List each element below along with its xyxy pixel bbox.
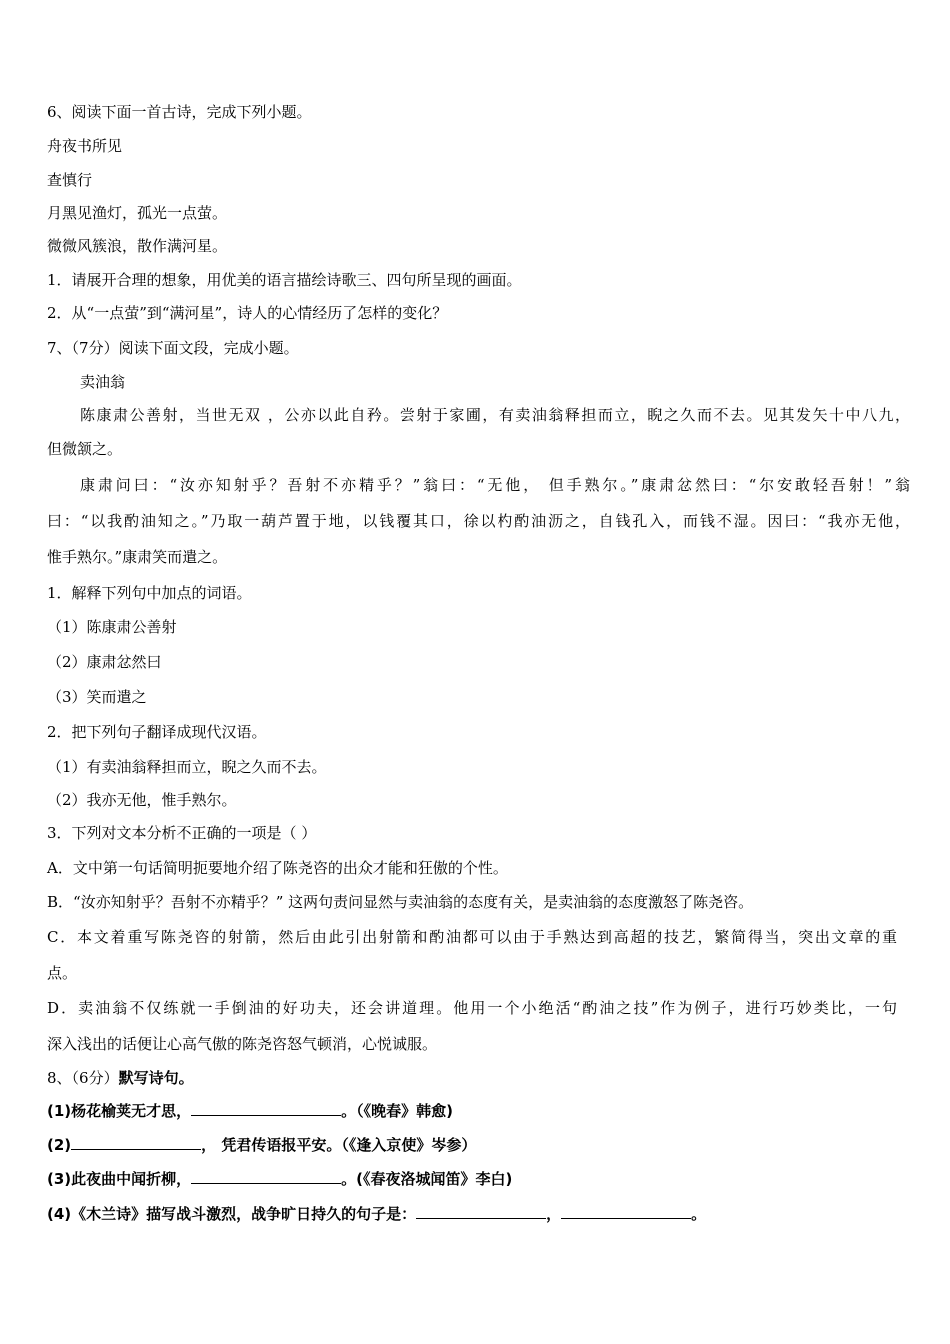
answer-blank[interactable] — [191, 1101, 341, 1116]
q8-item-4 — [47, 1204, 706, 1224]
q7-sub1-item: （1）陈康肃公善射 — [47, 618, 177, 636]
q8-item-1 — [47, 1101, 453, 1121]
q8-prompt — [47, 1068, 194, 1088]
q8-item-source: ， 凭君传语报平安。（《逢入京使》岑参） — [201, 1136, 477, 1154]
q8-item-2 — [47, 1135, 476, 1155]
option-b: B．“汝亦知射乎？吾射不亦精乎？” 这两句责问显然与卖油翁的态度有关，是卖油翁的态度激怒了陈尧咨。 — [47, 893, 754, 911]
poem-line: 微微风簇浪，散作满河星。 — [47, 237, 228, 255]
passage-line: 曰：“以我酌油知之。”乃取一葫芦置于地，以钱覆其口，徐以杓酌油沥之，自钱孔入，而钱不湿。因曰：“我亦无他， — [47, 512, 910, 530]
passage-line: 但微颔之。 — [47, 440, 123, 458]
q8-item-text: (2) — [47, 1136, 72, 1154]
q7-sub1-stem: 1．解释下列句中加点的词语。 — [47, 584, 252, 602]
q8-item-source: 。(《春夜洛城闻笛》李白) — [341, 1170, 513, 1188]
q6-prompt: 6、阅读下面一首古诗，完成下列小题。 — [47, 103, 312, 121]
answer-blank[interactable] — [416, 1204, 546, 1219]
passage-line: 康肃问曰：“汝亦知射乎？吾射不亦精乎？”翁曰：“无他， 但手熟尔。”康肃忿然曰：“尔安敢轻吾射！”翁 — [80, 476, 910, 494]
q7-prompt: 7、（7分）阅读下面文段，完成小题。 — [47, 339, 299, 357]
q8-item-text: (1)杨花榆荚无才思， — [47, 1102, 192, 1120]
q7-sub1-item: （3）笑而遣之 — [47, 688, 147, 706]
poem-author: 查慎行 — [47, 171, 93, 189]
option-d: D．卖油翁不仅练就一手倒油的好功夫，还会讲道理。他用一个小绝活“酌油之技”作为例子，进行巧妙类比，一句 — [47, 999, 897, 1017]
option-c-cont: 点。 — [47, 964, 78, 982]
q8-prompt-title: 默写诗句。 — [118, 1069, 194, 1087]
q8-item-3 — [47, 1169, 512, 1189]
q8-item-end: 。 — [691, 1205, 707, 1223]
q7-sub2-item: （2）我亦无他，惟手熟尔。 — [47, 791, 237, 809]
answer-blank[interactable] — [71, 1135, 201, 1150]
q6-question: 2．从“一点萤”到“满河星”，诗人的心情经历了怎样的变化？ — [47, 304, 448, 322]
q8-item-text: (3)此夜曲中闻折柳， — [47, 1170, 192, 1188]
poem-line: 月黑见渔灯，孤光一点萤。 — [47, 204, 228, 222]
q8-item-source: 。（《晚春》韩愈) — [341, 1102, 454, 1120]
q7-sub2-item: （1）有卖油翁释担而立，睨之久而不去。 — [47, 758, 327, 776]
option-d-cont: 深入浅出的话便让心高气傲的陈尧咨怒气顿消，心悦诚服。 — [47, 1035, 438, 1053]
answer-blank[interactable] — [561, 1204, 691, 1219]
q7-sub1-item: （2）康肃忿然曰 — [47, 653, 162, 671]
q8-prompt-number: 8、（6分） — [47, 1069, 119, 1087]
option-a: A．文中第一句话简明扼要地介绍了陈尧咨的出众才能和狂傲的个性。 — [47, 859, 508, 877]
option-c: C．本文着重写陈尧咨的射箭，然后由此引出射箭和酌油都可以由于手熟达到高超的技艺，繁简得当，突出文章的重 — [47, 928, 897, 946]
passage-line: 陈康肃公善射，当世无双 ，公亦以此自矜。尝射于家圃，有卖油翁释担而立，睨之久而不去。见其发矢十中八九， — [80, 406, 910, 424]
q7-sub2-stem: 2．把下列句子翻译成现代汉语。 — [47, 723, 267, 741]
q7-sub3-stem: 3．下列对文本分析不正确的一项是（ ） — [47, 824, 317, 842]
q8-item-separator: ， — [546, 1205, 562, 1223]
passage-line: 惟手熟尔。”康肃笑而遣之。 — [47, 548, 228, 566]
poem-title: 舟夜书所见 — [47, 137, 123, 155]
answer-blank[interactable] — [191, 1169, 341, 1184]
q8-item-text: (4)《木兰诗》描写战斗激烈，战争旷日持久的句子是： — [47, 1205, 417, 1223]
q6-question: 1．请展开合理的想象，用优美的语言描绘诗歌三、四句所呈现的画面。 — [47, 271, 522, 289]
passage-title: 卖油翁 — [80, 373, 126, 391]
